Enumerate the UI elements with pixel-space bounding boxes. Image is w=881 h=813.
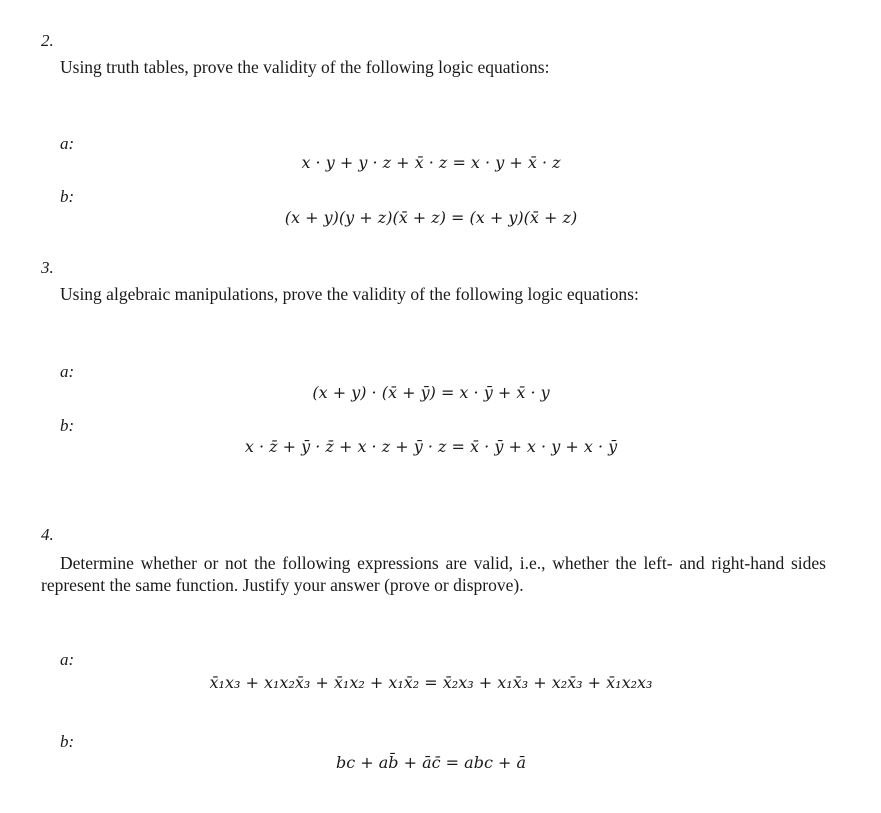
problem-instruction: Using truth tables, prove the validity of the following logic equations:: [60, 57, 550, 77]
equation: x̄₁x₃ + x₁x₂x̄₃ + x̄₁x₂ + x₁x̄₂ = x̄₂x₃ + x₁x̄₃ + x₂x̄₃ + x̄₁x₂x₃: [209, 673, 653, 692]
equation: x · y + y · z + x̄ · z = x · y + x̄ · z: [301, 153, 561, 172]
equation: x · z̄ + ȳ · z̄ + x · z + ȳ · z = x̄ · ȳ + x · y + x · ȳ: [244, 437, 618, 456]
equation: bc + ab̄ + āc̄ = abc + ā: [335, 753, 527, 772]
part-label: b:: [60, 416, 75, 435]
problem-number: 3.: [41, 258, 54, 277]
part-label: b:: [60, 732, 75, 751]
equation: (x + y) · (x̄ + ȳ) = x · ȳ + x̄ · y: [312, 383, 550, 402]
problem-instruction: Using algebraic manipulations, prove the validity of the following logic equations:: [60, 284, 639, 304]
problem-number: 4.: [41, 525, 54, 544]
part-label: a:: [60, 134, 75, 153]
equation: (x + y)(y + z)(x̄ + z) = (x + y)(x̄ + z): [284, 208, 578, 227]
problem-instruction: Determine whether or not the following expressions are valid, i.e., whether the left- and right-hand sides represent the same function. Justify your answer (prove or disprove).: [41, 553, 826, 595]
part-label: b:: [60, 187, 75, 206]
part-label: a:: [60, 362, 75, 381]
part-label: a:: [60, 650, 75, 669]
problem-number: 2.: [41, 31, 54, 50]
